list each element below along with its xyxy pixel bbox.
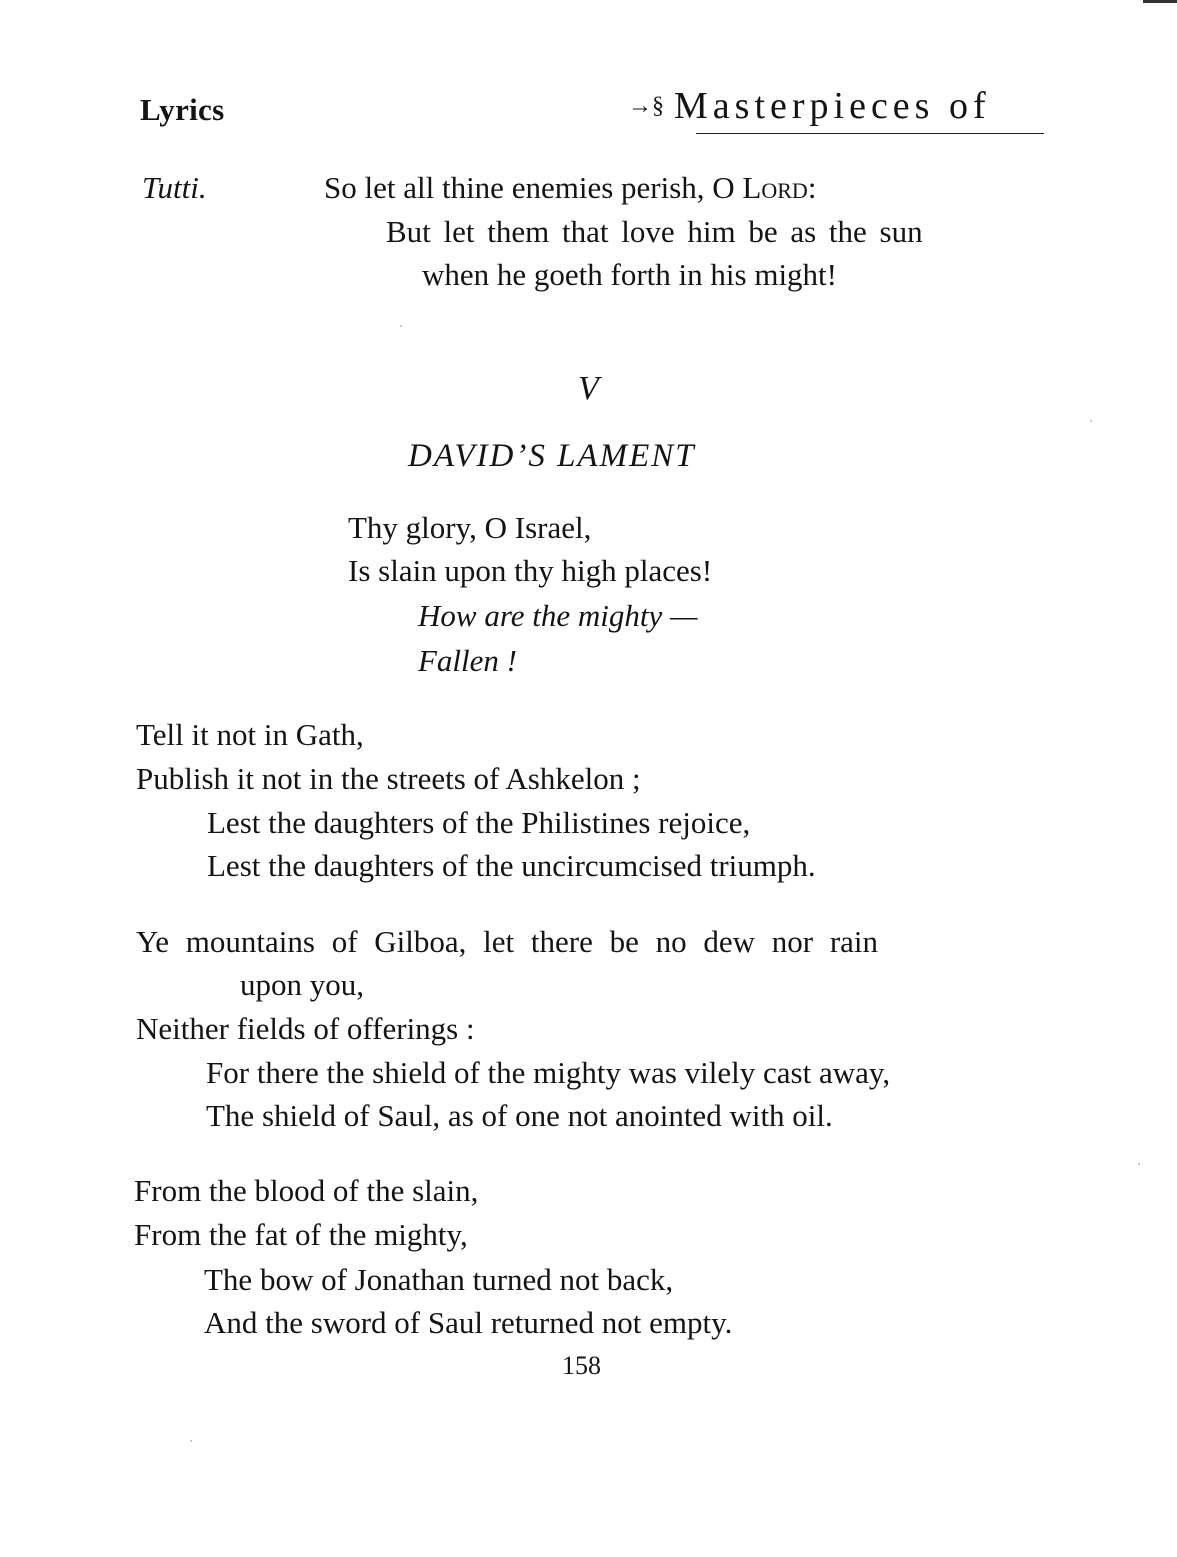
stanza3-line-1: From the blood of the slain, bbox=[134, 1173, 479, 1208]
stanza1-line-1: Tell it not in Gath, bbox=[136, 717, 364, 752]
tutti-line-2: But let them that love him be as the sun bbox=[386, 214, 923, 249]
scan-edge-mark bbox=[1143, 0, 1177, 3]
stanza2-line-5: The shield of Saul, as of one not anointed with oil. bbox=[206, 1098, 833, 1133]
stanza3-line-2: From the fat of the mighty, bbox=[134, 1217, 468, 1252]
stanza2-line-4: For there the shield of the mighty was vilely cast away, bbox=[206, 1055, 891, 1090]
scan-speck bbox=[190, 1440, 192, 1442]
refrain-line-4: Fallen ! bbox=[418, 643, 517, 678]
stanza2-line-3: Neither fields of offerings : bbox=[136, 1011, 475, 1046]
stanza2-line-1: Ye mountains of Gilboa, let there be no dew nor rain bbox=[136, 924, 879, 959]
tutti-line-1: So let all thine enemies perish, O Lord: bbox=[324, 170, 817, 205]
tutti-label: Tutti. bbox=[142, 170, 207, 205]
stanza2-line-2: upon you, bbox=[240, 967, 364, 1002]
stanza1-line-3: Lest the daughters of the Philistines rejoice, bbox=[207, 805, 751, 840]
running-header-right bbox=[628, 84, 991, 128]
refrain-line-3: How are the mighty — bbox=[418, 598, 698, 633]
stanza1-line-2: Publish it not in the streets of Ashkelon ; bbox=[136, 761, 641, 796]
stanza3-line-4: And the sword of Saul returned not empty. bbox=[204, 1305, 733, 1340]
section-title: DAVID’S LAMENT bbox=[408, 438, 696, 474]
scan-speck bbox=[400, 325, 402, 327]
header-rule bbox=[696, 133, 1044, 134]
tutti-line-3: when he goeth forth in his might! bbox=[422, 257, 837, 292]
stanza3-line-3: The bow of Jonathan turned not back, bbox=[204, 1262, 674, 1297]
page-number: 158 bbox=[562, 1351, 601, 1380]
section-number: V bbox=[578, 370, 599, 407]
scan-speck bbox=[1090, 420, 1092, 422]
refrain-line-2: Is slain upon thy high places! bbox=[348, 553, 713, 588]
stanza1-line-4: Lest the daughters of the uncircumcised triumph. bbox=[207, 848, 816, 883]
lord-small-caps: Lord bbox=[742, 170, 808, 205]
scan-speck bbox=[1138, 1163, 1140, 1165]
ornament-icon: →§ bbox=[628, 93, 664, 119]
refrain-line-1: Thy glory, O Israel, bbox=[348, 510, 592, 545]
running-header-left: Lyrics bbox=[140, 92, 225, 127]
running-header-title: Masterpieces of bbox=[674, 85, 991, 127]
